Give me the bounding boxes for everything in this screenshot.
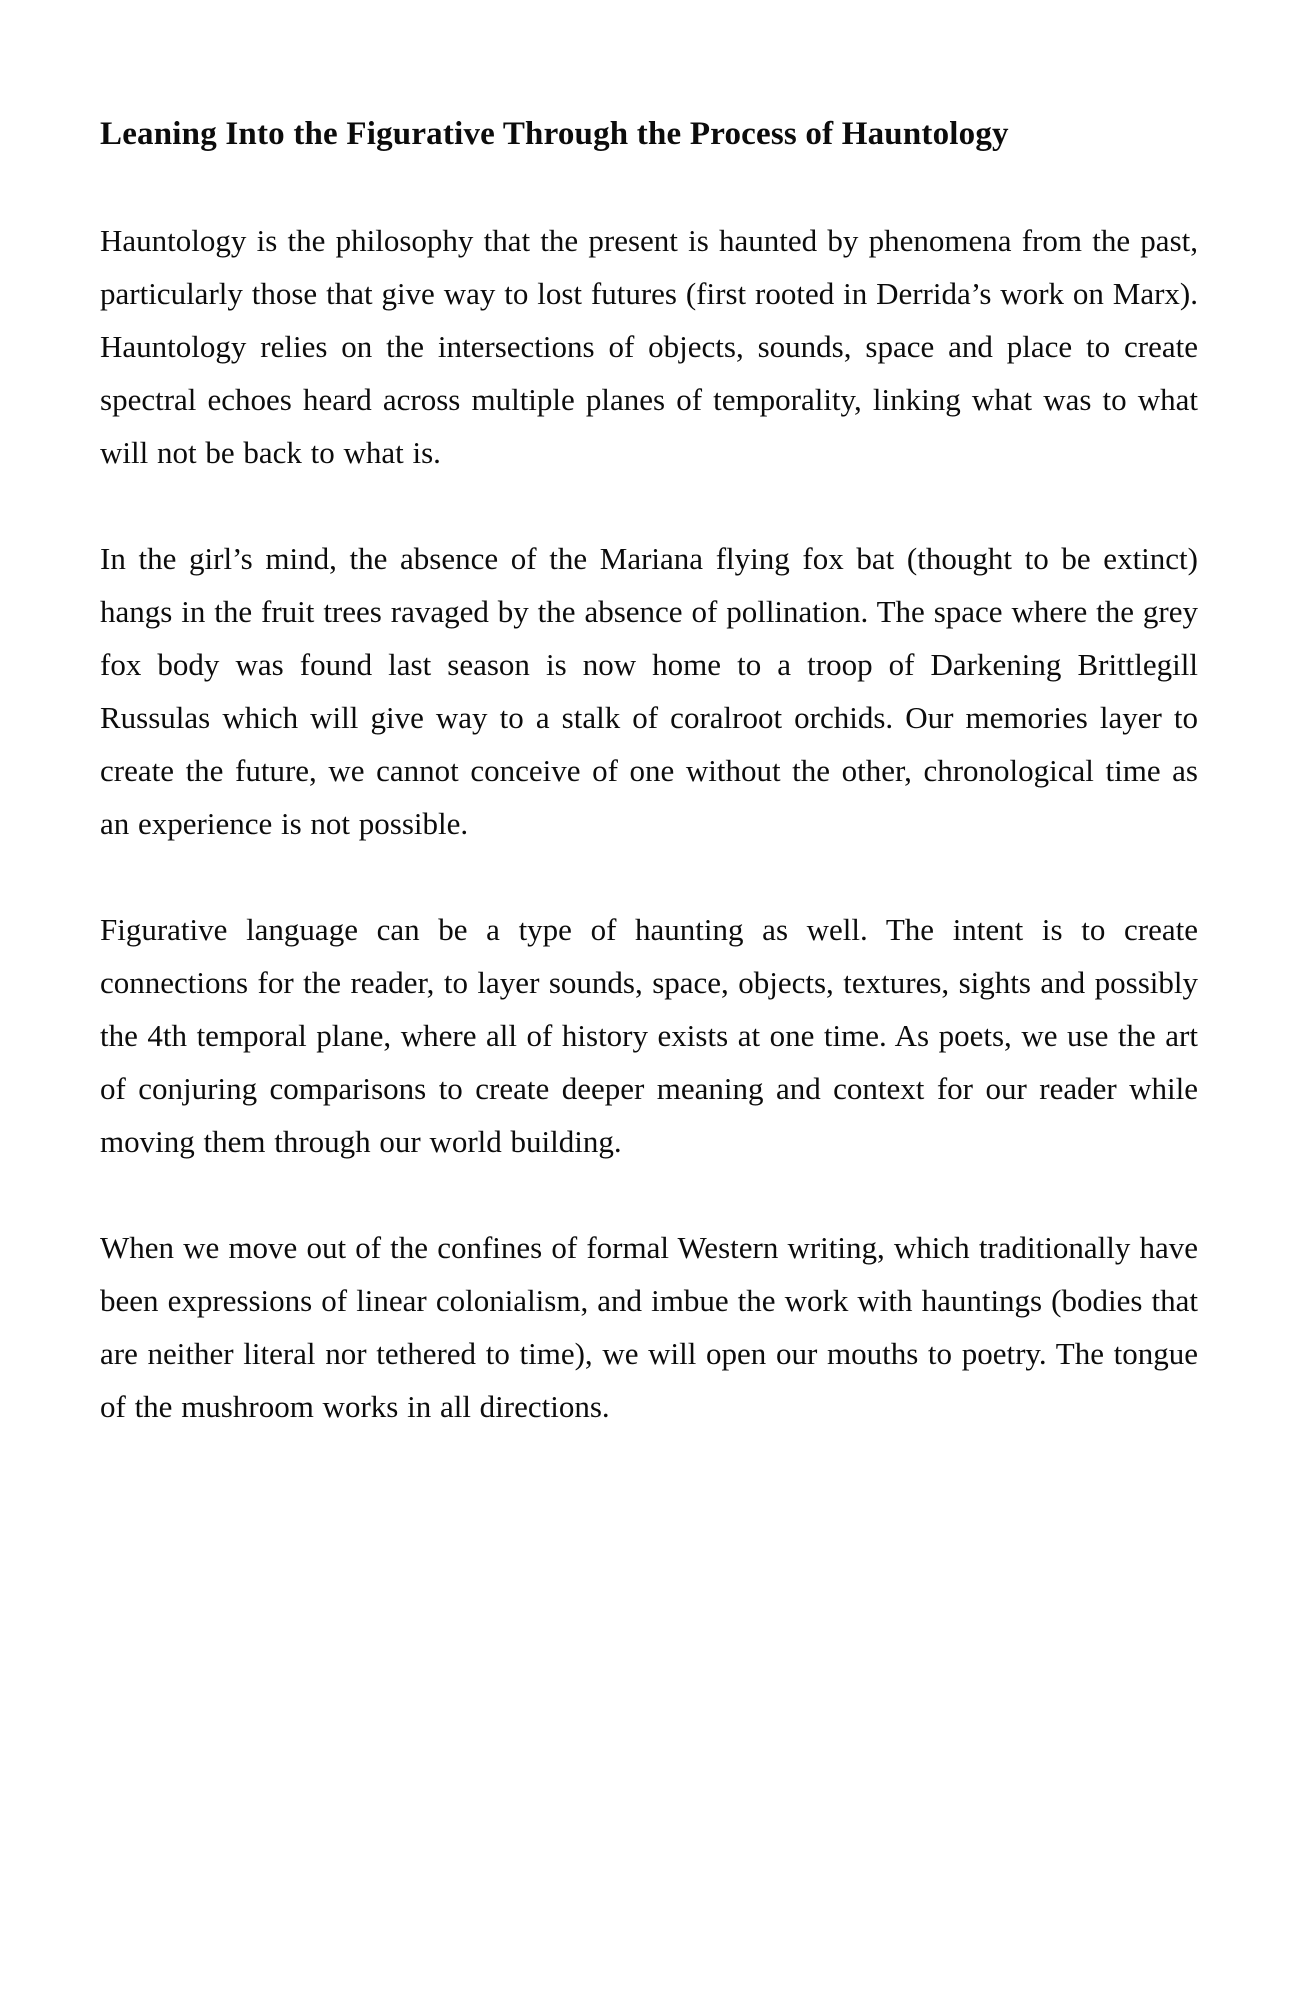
paragraph-girls-mind: In the girl’s mind, the absence of the Mariana flying fox bat (thought to be extinct) hangs in the fruit trees ravaged by the absence of pollination. The space where the grey fox body was found last season is now home to a troop of Darkening Brittlegill Russulas which will give way to a stalk of coralroot orchids. Our memories layer to create the future, we cannot conceive of one without the other, chronological time as an experience is not possible. bbox=[100, 541, 1198, 841]
document-title: Leaning Into the Figurative Through the Process of Hauntology bbox=[100, 116, 1009, 152]
paragraph-western-writing: When we move out of the confines of formal Western writing, which traditionally have been expressions of linear colonialism, and imbue the work with hauntings (bodies that are neither literal nor tethered to time), we will open our mouths to poetry. The tongue of the mushroom works in all directions. bbox=[100, 1230, 1198, 1424]
document-content bbox=[100, 108, 1198, 1433]
paragraph-figurative-language: Figurative language can be a type of haunting as well. The intent is to create connections for the reader, to layer sounds, space, objects, textures, sights and possibly the 4th temporal plane, where all of history exists at one time. As poets, we use the art of conjuring comparisons to create deeper meaning and context for our reader while moving them through our world building. bbox=[100, 912, 1198, 1159]
paragraph-hauntology-definition: Hauntology is the philosophy that the present is haunted by phenomena from the past, particularly those that give way to lost futures (first rooted in Derrida’s work on Marx). Hauntology relies on the intersections of objects, sounds, space and place to create spectral echoes heard across multiple planes of temporality, linking what was to what will not be back to what is. bbox=[100, 223, 1198, 470]
